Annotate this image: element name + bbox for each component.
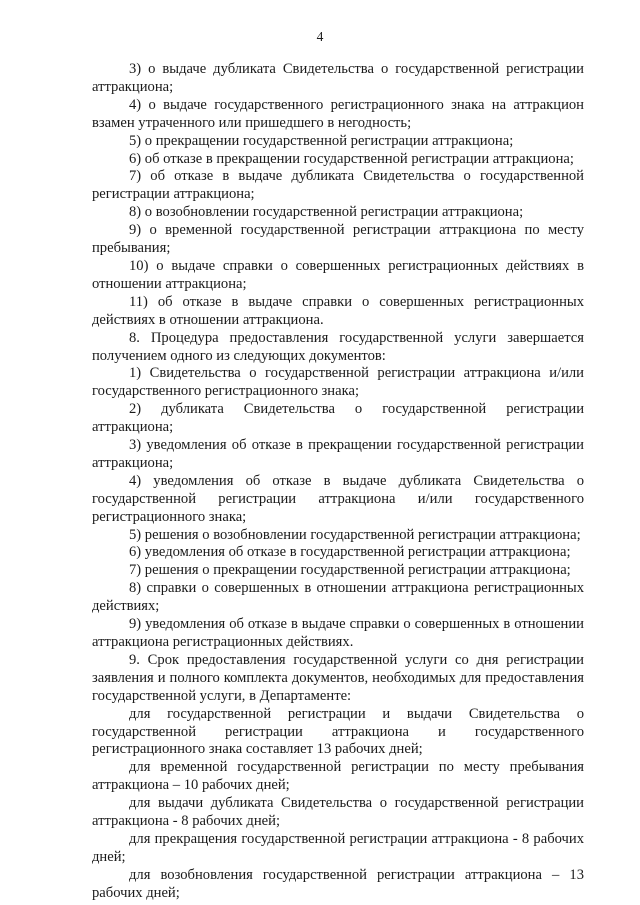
list-item: 9) о временной государственной регистрации аттракциона по месту пребывания; [92, 222, 584, 257]
list-item: 2) дубликата Свидетельства о государственной регистрации аттракциона; [92, 401, 584, 436]
list-item: для государственной регистрации и выдачи Свидетельства о государственной регистрации аттракциона и государственного регистрационного знака составляет 13 рабочих дней; [92, 705, 584, 758]
list-item: 4) уведомления об отказе в выдаче дубликата Свидетельства о государственной регистрации аттракциона и/или государственного регистрационного знака; [92, 472, 584, 525]
list-item: 4) о выдаче государственного регистрационного знака на аттракцион взамен утраченного или пришедшего в негодность; [92, 96, 584, 131]
list-item: для временной государственной регистрации по месту пребывания аттракциона – 10 рабочих дней; [92, 759, 584, 794]
page-number: 4 [316, 29, 324, 44]
list-item: 7) об отказе в выдаче дубликата Свидетельства о государственной регистрации аттракциона; [92, 168, 584, 203]
document-body [92, 61, 584, 903]
list-item: для возобновления государственной регистрации аттракциона – 13 рабочих дней; [92, 866, 584, 901]
section-paragraph: 9. Срок предоставления государственной услуги со дня регистрации заявления и полного комплекта документов, необходимых для предоставления государственной услуги, в Департаменте: [92, 651, 584, 704]
list-item: 6) уведомления об отказе в государственной регистрации аттракциона; [129, 544, 571, 561]
list-item: 1) Свидетельства о государственной регистрации аттракциона и/или государственного регистрационного знака; [92, 365, 584, 400]
list-item: 5) о прекращении государственной регистрации аттракциона; [129, 132, 514, 149]
list-item: 3) о выдаче дубликата Свидетельства о государственной регистрации аттракциона; [92, 61, 584, 95]
list-item: 11) об отказе в выдаче справки о совершенных регистрационных действиях в отношении аттракциона. [92, 293, 584, 328]
list-item: 5) решения о возобновлении государственной регистрации аттракциона; [129, 526, 581, 543]
list-item: 7) решения о прекращении государственной регистрации аттракциона; [129, 562, 571, 579]
section-paragraph: 8. Процедура предоставления государственной услуги завершается получением одного из следующих документов: [92, 329, 584, 364]
list-item: 9) уведомления об отказе в выдаче справки о совершенных в отношении аттракциона регистрационных действиях. [92, 616, 584, 650]
list-item: 8) справки о совершенных в отношении аттракциона регистрационных действиях; [92, 580, 584, 615]
list-item: 10) о выдаче справки о совершенных регистрационных действиях в отношении аттракциона; [92, 257, 584, 292]
list-item: 3) уведомления об отказе в прекращении государственной регистрации аттракциона; [92, 437, 584, 471]
list-item: 6) об отказе в прекращении государственной регистрации аттракциона; [129, 150, 574, 167]
list-item: для прекращения государственной регистрации аттракциона - 8 рабочих дней; [92, 830, 584, 865]
list-item: 8) о возобновлении государственной регистрации аттракциона; [129, 204, 524, 221]
list-item: для выдачи дубликата Свидетельства о государственной регистрации аттракциона - 8 рабочих дней; [92, 795, 584, 830]
